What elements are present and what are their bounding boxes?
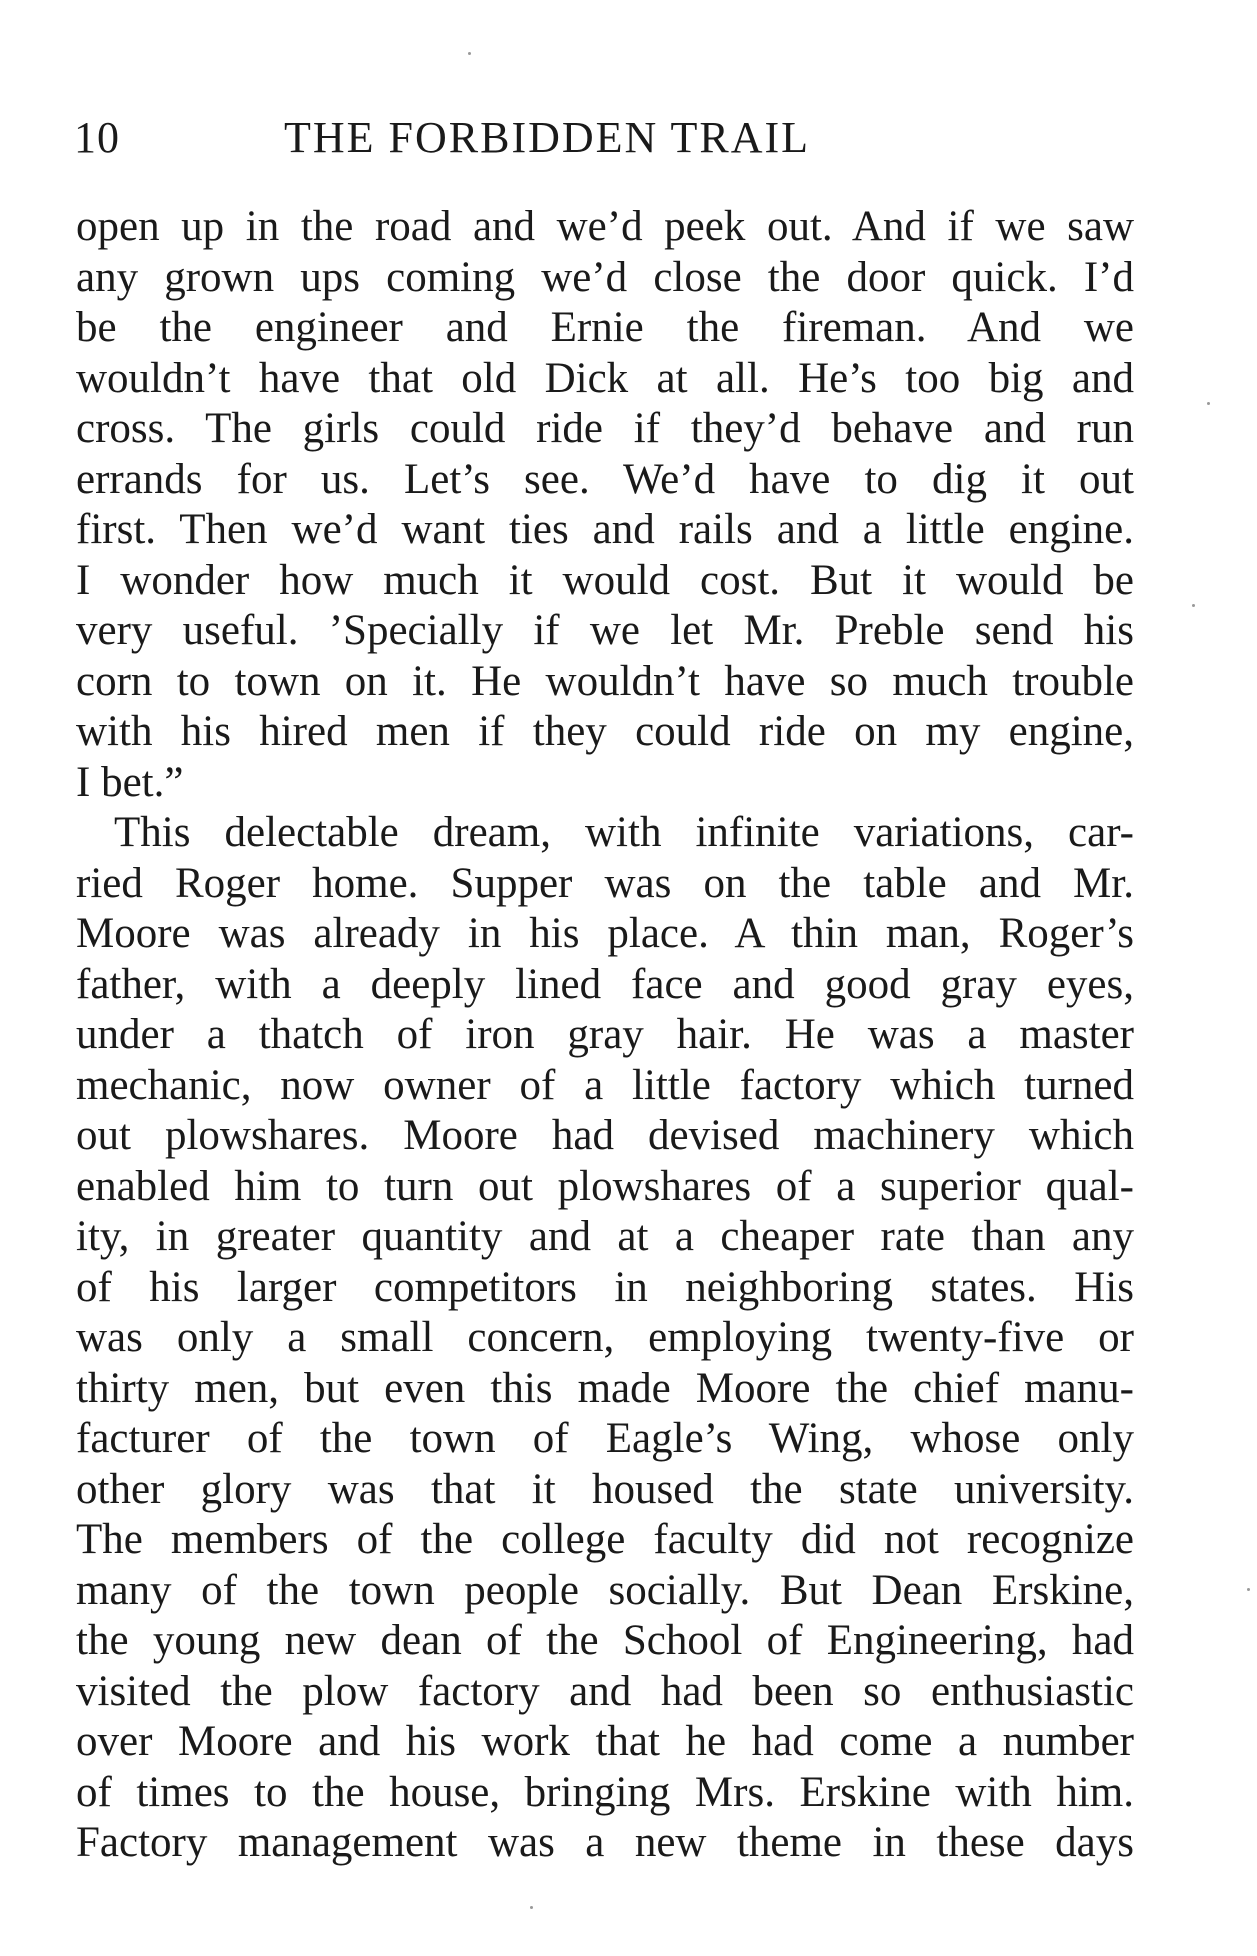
text-line: corn to town on it. He wouldn’t have so much trouble [76, 657, 1134, 705]
body-text [76, 202, 1134, 1869]
page-number: 10 [74, 113, 120, 162]
text-line: I bet.” [76, 758, 184, 806]
text-line: many of the town people socially. But Dean Erskine, [76, 1566, 1134, 1614]
text-line: mechanic, now owner of a little factory which turned [76, 1061, 1134, 1109]
text-line: be the engineer and Ernie the fireman. And we [76, 304, 1134, 351]
paper-speck [1207, 402, 1210, 405]
text-line: any grown ups coming we’d close the door quick. I’d [76, 253, 1134, 301]
text-line: open up in the road and we’d peek out. And if we saw [76, 203, 1134, 250]
text-line: other glory was that it housed the state university. [76, 1465, 1134, 1513]
text-line: over Moore and his work that he had come a number [76, 1718, 1134, 1765]
text-line: wouldn’t have that old Dick at all. He’s too big and [76, 354, 1134, 402]
text-line: father, with a deeply lined face and good gray eyes, [76, 960, 1134, 1008]
text-line: This delectable dream, with infinite variations, car- [114, 809, 1134, 856]
text-line: the young new dean of the School of Engineering, had [76, 1617, 1134, 1664]
text-line: enabled him to turn out plowshares of a superior qual- [76, 1162, 1134, 1210]
text-line: with his hired men if they could ride on my engine, [76, 708, 1134, 755]
paragraph [76, 808, 1134, 1869]
text-line: very useful. ’Specially if we let Mr. Preble send his [76, 607, 1134, 654]
paragraph [76, 202, 1134, 808]
text-line: under a thatch of iron gray hair. He was a master [76, 1011, 1134, 1058]
paper-speck [1192, 604, 1195, 607]
text-line: first. Then we’d want ties and rails and a little engine. [76, 506, 1134, 553]
text-line: visited the plow factory and had been so enthusiastic [76, 1667, 1134, 1715]
text-line: errands for us. Let’s see. We’d have to dig it out [76, 455, 1134, 503]
text-line: Moore was already in his place. A thin man, Roger’s [76, 910, 1134, 957]
text-line: The members of the college faculty did not recognize [76, 1516, 1134, 1563]
text-line: ried Roger home. Supper was on the table and Mr. [76, 859, 1134, 907]
text-line: thirty men, but even this made Moore the chief manu- [76, 1364, 1134, 1412]
text-line: ity, in greater quantity and at a cheaper rate than any [76, 1213, 1134, 1260]
text-line: out plowshares. Moore had devised machinery which [76, 1112, 1134, 1159]
text-line: I wonder how much it would cost. But it would be [76, 556, 1134, 604]
paper-speck [530, 1906, 533, 1909]
text-line: facturer of the town of Eagle’s Wing, whose only [76, 1415, 1134, 1462]
page-header [74, 108, 1134, 168]
paper-speck [468, 52, 471, 55]
text-line: cross. The girls could ride if they’d behave and run [76, 405, 1134, 452]
text-line: Factory management was a new theme in these days [76, 1819, 1134, 1866]
text-line: of times to the house, bringing Mrs. Erskine with him. [76, 1768, 1134, 1816]
text-line: was only a small concern, employing twenty-five or [76, 1314, 1134, 1361]
paper-speck [1247, 1588, 1250, 1591]
text-line: of his larger competitors in neighboring states. His [76, 1263, 1134, 1311]
running-title: THE FORBIDDEN TRAIL [284, 113, 811, 162]
